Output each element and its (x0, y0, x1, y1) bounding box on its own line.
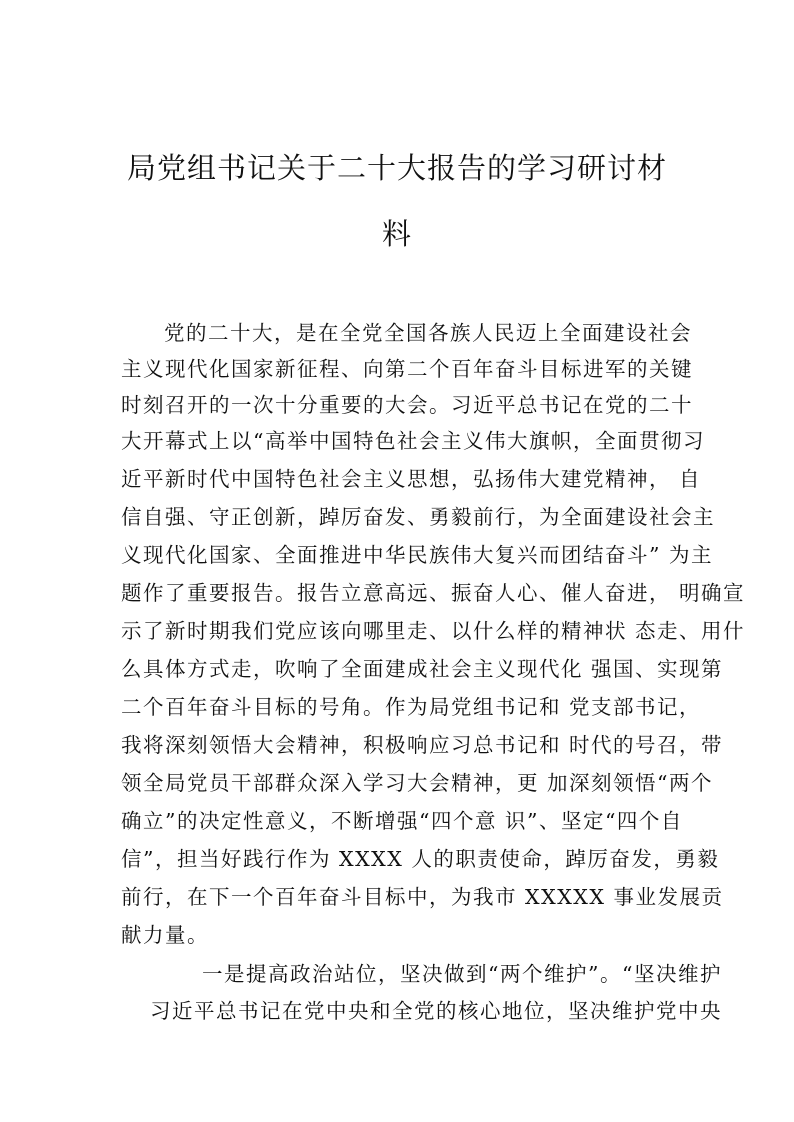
body-line-1: 党的二十大，是在全党全国各族人民迈上全面建设社会 (164, 321, 692, 345)
body-line-15: 信”，担当好践行作为 XXXX 人的职责使命，踔厉奋发，勇毅 (121, 847, 720, 871)
body-line-13: 领全局党员干部群众深入学习大会精神，更 加深刻领悟“两个 (121, 771, 713, 795)
body-line-17: 献力量。 (121, 923, 209, 947)
body-line-4: 大开幕式上以“高举中国特色社会主义伟大旗帜，全面贯彻习 (121, 429, 705, 453)
body-line-10: 么具体方式走，吹响了全面建成社会主义现代化 强国、实现第 (121, 657, 724, 681)
body-line-18: 一是提高政治站位，坚决做到“两个维护”。“坚决维护 (202, 962, 722, 986)
body-line-2: 主义现代化国家新征程、向第二个百年奋斗目标进军的关键 (121, 357, 693, 381)
document-title-line-2: 料 (381, 217, 412, 251)
body-line-19: 习近平总书记在党中央和全党的核心地位，坚决维护党中央 (150, 999, 722, 1023)
body-line-9: 示了新时期我们党应该向哪里走、以什么样的精神状 态走、用什 (121, 619, 746, 643)
body-line-6: 信自强、守正创新，踔厉奋发、勇毅前行，为全面建设社会主 (121, 505, 715, 529)
body-line-11: 二个百年奋斗目标的号角。作为局党组书记和 党支部书记， (121, 695, 702, 719)
body-line-3: 时刻召开的一次十分重要的大会。习近平总书记在党的二十 (121, 393, 693, 417)
document-title-line-1: 局党组书记关于二十大报告的学习研讨材 (126, 151, 667, 185)
body-line-5: 近平新时代中国特色社会主义思想，弘扬伟大建党精神， 自 (121, 467, 702, 491)
body-line-16: 前行，在下一个百年奋斗目标中，为我市 XXXXX 事业发展贡 (121, 885, 724, 909)
body-line-7: 义现代化国家、全面推进中华民族伟大复兴而团结奋斗” 为主 (121, 543, 713, 567)
body-line-8: 题作了重要报告。报告立意高远、振奋人心、催人奋进， 明确宣 (121, 581, 746, 605)
body-line-12: 我将深刻领悟大会精神，积极响应习总书记和 时代的号召，带 (121, 733, 724, 757)
body-line-14: 确立”的决定性意义，不断增强“四个意 识”、坚定“四个自 (121, 809, 683, 833)
